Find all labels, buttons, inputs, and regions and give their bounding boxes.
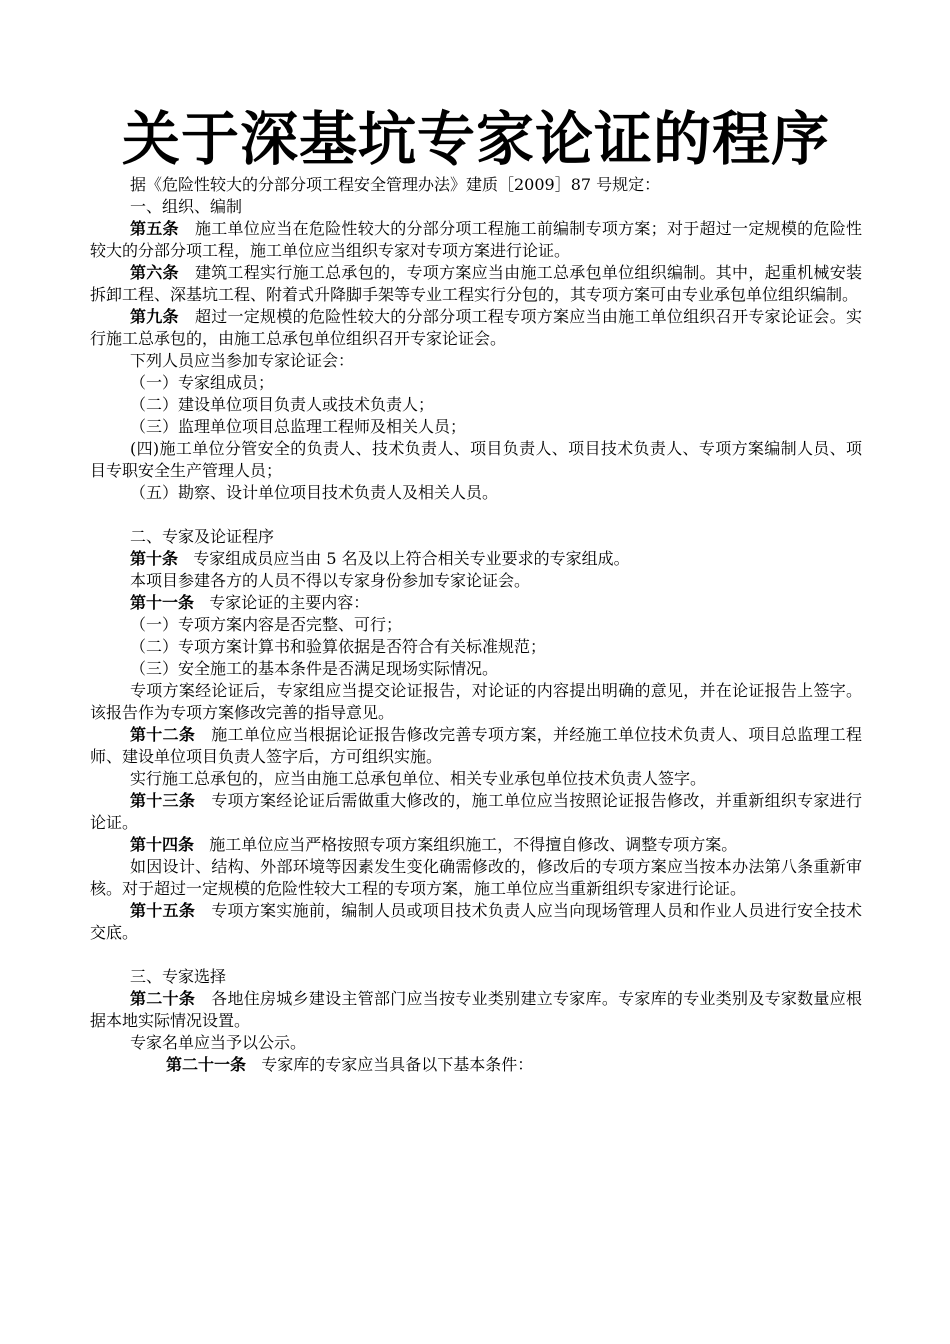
article-label: 第二十条 [130,989,196,1008]
list-item: （三）监理单位项目总监理工程师及相关人员； [130,417,467,436]
list-item: （一）专项方案内容是否完整、可行； [130,615,403,634]
article-text: 施工单位应当严格按照专项方案组织施工，不得擅自修改、调整专项方案。 [209,835,738,854]
document-page [90,0,862,1076]
article-text: 各地住房城乡建设主管部门应当按专业类别建立专家库。专家库的专业类别及专家数量应根据本地实际情况设置。 [90,989,862,1030]
paragraph: 实行施工总承包的，应当由施工总承包单位、相关专业承包单位技术负责人签字。 [130,769,707,788]
list-item: （二）专项方案计算书和验算依据是否符合有关标准规范； [130,637,547,656]
section-heading-2: 二、专家及论证程序 [130,527,275,546]
article-text: 专项方案经论证后需做重大修改的，施工单位应当按照论证报告修改，并重新组织专家进行论证。 [90,791,862,832]
article-6 [90,262,862,306]
paragraph: 如因设计、结构、外部环境等因素发生变化确需修改的，修改后的专项方案应当按本办法第八条重新审核。对于超过一定规模的危险性较大工程的专项方案，施工单位应当重新组织专家进行论证。 [90,857,862,898]
article-label: 第十二条 [130,725,196,744]
article-14 [90,834,862,856]
section-heading-1: 一、组织、编制 [130,197,243,216]
article-11 [90,592,862,614]
article-label: 第六条 [130,263,179,282]
article-text: 建筑工程实行施工总承包的，专项方案应当由施工总承包单位组织编制。其中，起重机械安装拆卸工程、深基坑工程、附着式升降脚手架等专业工程实行分包的，其专项方案可由专业承包单位组织编制。 [90,263,862,304]
article-text: 施工单位应当在危险性较大的分部分项工程施工前编制专项方案；对于超过一定规模的危险性较大的分部分项工程，施工单位应当组织专家对专项方案进行论证。 [90,219,862,260]
article-9 [90,306,862,350]
article-text: 专家组成员应当由 5 名及以上符合相关专业要求的专家组成。 [193,549,630,568]
article-text: 施工单位应当根据论证报告修改完善专项方案，并经施工单位技术负责人、项目总监理工程师、建设单位项目负责人签字后，方可组织实施。 [90,725,862,766]
article-label: 第十三条 [130,791,196,810]
article-label: 第十四条 [130,835,195,854]
spacer [90,504,862,526]
article-text: 专家库的专家应当具备以下基本条件： [261,1055,534,1074]
article-label: 第九条 [130,307,179,326]
spacer [90,944,862,966]
section-heading-3: 三、专家选择 [130,967,227,986]
list-item: （五）勘察、设计单位项目技术负责人及相关人员。 [130,483,499,502]
article-text: 超过一定规模的危险性较大的分部分项工程专项方案应当由施工单位组织召开专家论证会。实行施工总承包的，由施工总承包单位组织召开专家论证会。 [90,307,862,348]
article-15 [90,900,862,944]
list-item: （三）安全施工的基本条件是否满足现场实际情况。 [130,659,499,678]
intro-paragraph: 据《危险性较大的分部分项工程安全管理办法》建质［2009］87 号规定： [130,175,661,194]
list-item: （一）专家组成员； [130,373,275,392]
list-item: （二）建设单位项目负责人或技术负责人； [130,395,435,414]
article-12 [90,724,862,768]
article-label: 第十五条 [130,901,196,920]
document-title: 关于深基坑专家论证的程序 [121,105,830,173]
article-label: 第二十一条 [166,1055,247,1074]
paragraph: 本项目参建各方的人员不得以专家身份参加专家论证会。 [130,571,531,590]
list-item: (四)施工单位分管安全的负责人、技术负责人、项目负责人、项目技术负责人、专项方案编制人员、项目专职安全生产管理人员； [90,439,862,480]
article-20 [90,988,862,1032]
article-13 [90,790,862,834]
article-10 [90,548,862,570]
attendees-intro: 下列人员应当参加专家论证会： [130,351,355,370]
article-label: 第十一条 [130,593,195,612]
article-label: 第五条 [130,219,179,238]
article-text: 专项方案实施前，编制人员或项目技术负责人应当向现场管理人员和作业人员进行安全技术交底。 [90,901,862,942]
paragraph: 专项方案经论证后，专家组应当提交论证报告，对论证的内容提出明确的意见，并在论证报告上签字。该报告作为专项方案修改完善的指导意见。 [90,681,862,722]
article-label: 第十条 [130,549,179,568]
article-21 [90,1054,862,1076]
paragraph: 专家名单应当予以公示。 [130,1033,307,1052]
article-text: 专家论证的主要内容： [209,593,370,612]
article-5 [90,218,862,262]
